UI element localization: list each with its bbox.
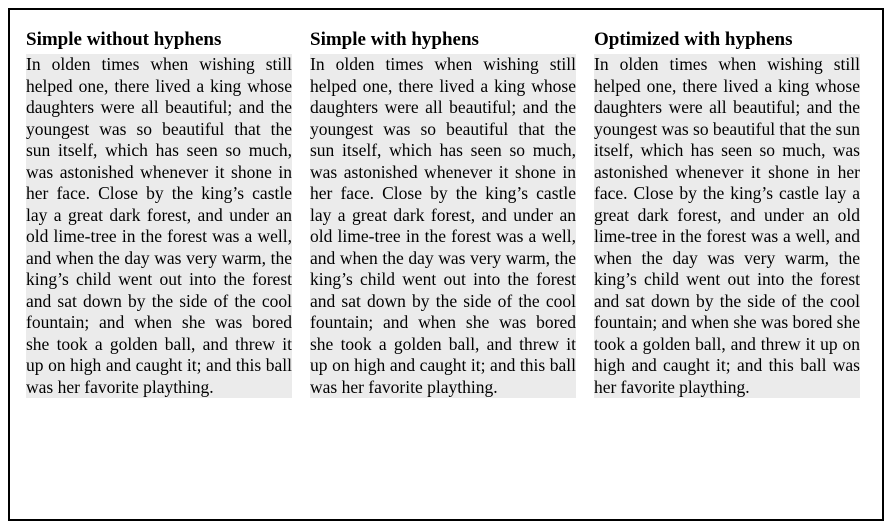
column-paragraph: In olden times when wishing still helped one, there lived a king whose daughters were all beautiful; and the youngest was so beautiful that the sun itself, which has seen so much, was astonished whenever it shone in her face. Close by the king’s castle lay a great dark forest, and under an old lime-tree in the forest was a well, and when the day was very warm, the king’s child went out into the forest and sat down by the side of the cool fountain; and when she was bored she took a golden ball, and threw it up on high and caught it; and this ball was her favorite plaything. xyxy=(26,54,292,397)
column-paragraph: In olden times when wishing still helped one, there lived a king whose daughters were all beautiful; and the youngest was so beautiful that the sun itself, which has seen so much, was astonished whenever it shone in her face. Close by the king’s castle lay a great dark forest, and under an old lime-tree in the forest was a well, and when the day was very warm, the king’s child went out into the forest and sat down by the side of the cool fountain; and when she was bored she took a golden ball, and threw it up on high and caught it; and this ball was her favorite plaything. xyxy=(594,54,860,397)
document-page xyxy=(8,8,884,521)
column-optimized-with-hyphens xyxy=(594,28,860,398)
column-simple-without-hyphens xyxy=(26,28,292,398)
column-simple-with-hyphens xyxy=(310,28,576,398)
column-paragraph: In olden times when wishing still helped one, there lived a king whose daughters were all beautiful; and the youngest was so beautiful that the sun itself, which has seen so much, was astonished whenever it shone in her face. Close by the king’s castle lay a great dark forest, and under an old lime-tree in the forest was a well, and when the day was very warm, the king’s child went out into the forest and sat down by the side of the cool fountain; and when she was bored she took a golden ball, and threw it up on high and caught it; and this ball was her favorite plaything. xyxy=(310,54,576,397)
column-heading: Simple with hyphens xyxy=(310,29,479,50)
column-heading: Optimized with hyphens xyxy=(594,29,793,50)
column-heading: Simple without hyphens xyxy=(26,29,222,50)
column-container xyxy=(10,10,882,519)
